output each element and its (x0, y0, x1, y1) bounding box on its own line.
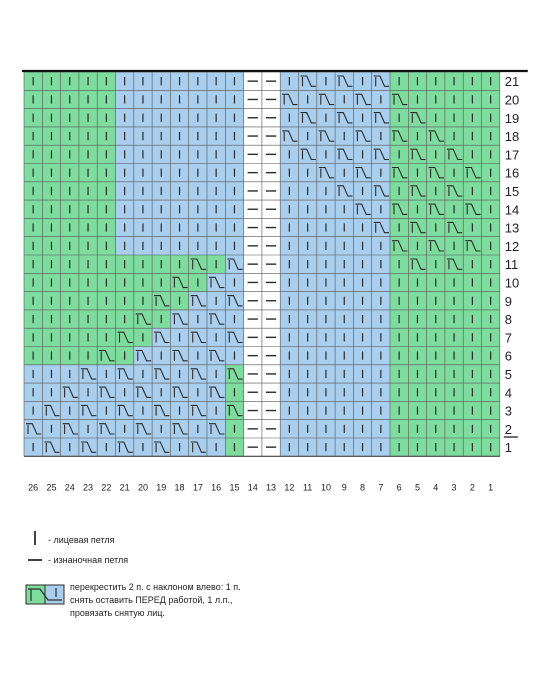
row-number: 13 (504, 220, 520, 236)
chart-cell (445, 182, 463, 200)
chart-cell (42, 401, 60, 419)
chart-cell (189, 292, 207, 310)
chart-cell (372, 182, 390, 200)
row-number: 20 (504, 92, 520, 108)
chart-cell (372, 72, 390, 90)
chart-cell (427, 237, 445, 255)
row-number: 8 (504, 312, 513, 328)
row-number: 4 (504, 385, 513, 401)
row-number: 17 (504, 147, 520, 163)
chart-cell (463, 164, 481, 182)
chart-cell (207, 347, 225, 365)
chart-cell (24, 420, 42, 438)
row-numbers (504, 74, 519, 455)
chart-cell (79, 438, 97, 456)
chart-cell (408, 109, 426, 127)
chart-cell (353, 164, 371, 182)
chart-cell (207, 310, 225, 328)
chart-cell (116, 438, 134, 456)
column-number: 13 (266, 482, 277, 493)
column-number: 11 (302, 482, 313, 493)
column-number: 14 (247, 482, 258, 493)
row-number: 16 (504, 165, 520, 181)
chart-cell (445, 145, 463, 163)
chart-cell (353, 127, 371, 145)
legend-purl-label: - изнаночная петля (48, 555, 129, 565)
column-number: 23 (83, 482, 94, 493)
column-number: 6 (396, 482, 402, 493)
chart-cell (299, 145, 317, 163)
chart-cell (207, 273, 225, 291)
chart-cell (335, 109, 353, 127)
chart-cell (42, 438, 60, 456)
chart-cell (225, 365, 243, 383)
chart-cell (61, 420, 79, 438)
chart-cell (134, 347, 152, 365)
chart-cell (225, 401, 243, 419)
chart-cell (390, 237, 408, 255)
chart-cell (317, 164, 335, 182)
column-number: 19 (156, 482, 167, 493)
column-number: 10 (320, 482, 331, 493)
chart-cell (463, 200, 481, 218)
chart-cell (390, 90, 408, 108)
column-number: 25 (46, 482, 57, 493)
column-number: 26 (28, 482, 39, 493)
column-number: 2 (469, 482, 475, 493)
chart-cell (299, 72, 317, 90)
chart-cell (390, 127, 408, 145)
chart-cell (152, 328, 170, 346)
row-number: 12 (504, 238, 520, 254)
chart-cell (189, 438, 207, 456)
chart-cell (427, 200, 445, 218)
chart-cell (427, 164, 445, 182)
chart-cell (207, 383, 225, 401)
column-number: 17 (192, 482, 203, 493)
chart-cell (408, 145, 426, 163)
chart-cell (189, 365, 207, 383)
column-number: 1 (488, 482, 494, 493)
row-number: 14 (504, 202, 520, 218)
chart-cell (61, 383, 79, 401)
chart-cell (97, 383, 115, 401)
column-number: 22 (101, 482, 112, 493)
chart-cell (97, 347, 115, 365)
chart-cell (372, 109, 390, 127)
chart-cell (170, 383, 188, 401)
chart-cell (335, 145, 353, 163)
row-number: 21 (504, 74, 520, 90)
legend-cross-label-3: провязать снятую лиц. (70, 608, 165, 618)
chart-cell (97, 420, 115, 438)
chart-cell (463, 237, 481, 255)
chart-cell (317, 90, 335, 108)
row-number: 18 (504, 129, 520, 145)
chart-cell (372, 218, 390, 236)
column-number: 18 (174, 482, 185, 493)
column-number: 20 (137, 482, 148, 493)
chart-cell (317, 127, 335, 145)
row-number: 1 (504, 440, 513, 456)
row-number: 19 (504, 110, 520, 126)
chart-cell (445, 255, 463, 273)
chart-cell (134, 310, 152, 328)
legend-cross-label-1: перекрестить 2 п. с наклоном влево: 1 п. (70, 582, 241, 592)
chart-cell (408, 218, 426, 236)
column-number: 15 (229, 482, 240, 493)
row-number: 2 (504, 421, 513, 437)
chart-cell (408, 182, 426, 200)
chart-cell (225, 292, 243, 310)
column-number: 21 (119, 482, 130, 493)
row-number: 6 (504, 348, 513, 364)
chart-cell (335, 72, 353, 90)
chart-cell (170, 310, 188, 328)
legend-cross-label-2: снять оставить ПЕРЕД работой, 1 л.п., (70, 595, 233, 605)
column-number: 8 (360, 482, 366, 493)
chart-cell (189, 328, 207, 346)
chart-cell (170, 347, 188, 365)
chart-cell (335, 182, 353, 200)
row-number: 7 (504, 330, 513, 346)
chart-cell (134, 383, 152, 401)
chart-cell (189, 255, 207, 273)
chart-cell (427, 127, 445, 145)
chart-cell (116, 401, 134, 419)
chart-cell (152, 365, 170, 383)
column-numbers (28, 482, 493, 492)
column-number: 5 (414, 482, 420, 493)
chart-cell (390, 164, 408, 182)
chart-cell (152, 438, 170, 456)
chart-cell (390, 200, 408, 218)
column-number: 12 (284, 482, 295, 493)
chart-cell (116, 365, 134, 383)
chart-cell (280, 90, 298, 108)
chart-cell (225, 255, 243, 273)
chart-cell (79, 365, 97, 383)
chart-cell (445, 218, 463, 236)
chart-cell (116, 328, 134, 346)
row-number: 5 (504, 366, 513, 382)
chart-cell (408, 255, 426, 273)
chart-cell (170, 273, 188, 291)
chart-cell (372, 145, 390, 163)
chart-cell (152, 292, 170, 310)
column-number: 7 (378, 482, 384, 493)
row-number: 10 (504, 275, 520, 291)
chart-cell (152, 401, 170, 419)
column-number: 4 (433, 482, 439, 493)
chart-cell (207, 420, 225, 438)
row-number: 3 (504, 403, 513, 419)
chart-cell (79, 401, 97, 419)
chart-cell (299, 109, 317, 127)
column-number: 16 (211, 482, 222, 493)
chart-cell (189, 401, 207, 419)
column-number: 3 (451, 482, 457, 493)
chart-cell (134, 420, 152, 438)
chart-cell (353, 90, 371, 108)
legend-cross-icon-bg (45, 585, 64, 604)
chart-cell (225, 328, 243, 346)
chart-cell (353, 200, 371, 218)
column-number: 24 (64, 482, 75, 493)
column-number: 9 (341, 482, 347, 493)
chart-cell (170, 420, 188, 438)
legend-knit-label: - лицевая петля (48, 535, 115, 545)
row-number: 15 (504, 183, 520, 199)
chart-cell (280, 127, 298, 145)
row-number: 11 (504, 257, 519, 273)
row-number: 9 (504, 293, 513, 309)
